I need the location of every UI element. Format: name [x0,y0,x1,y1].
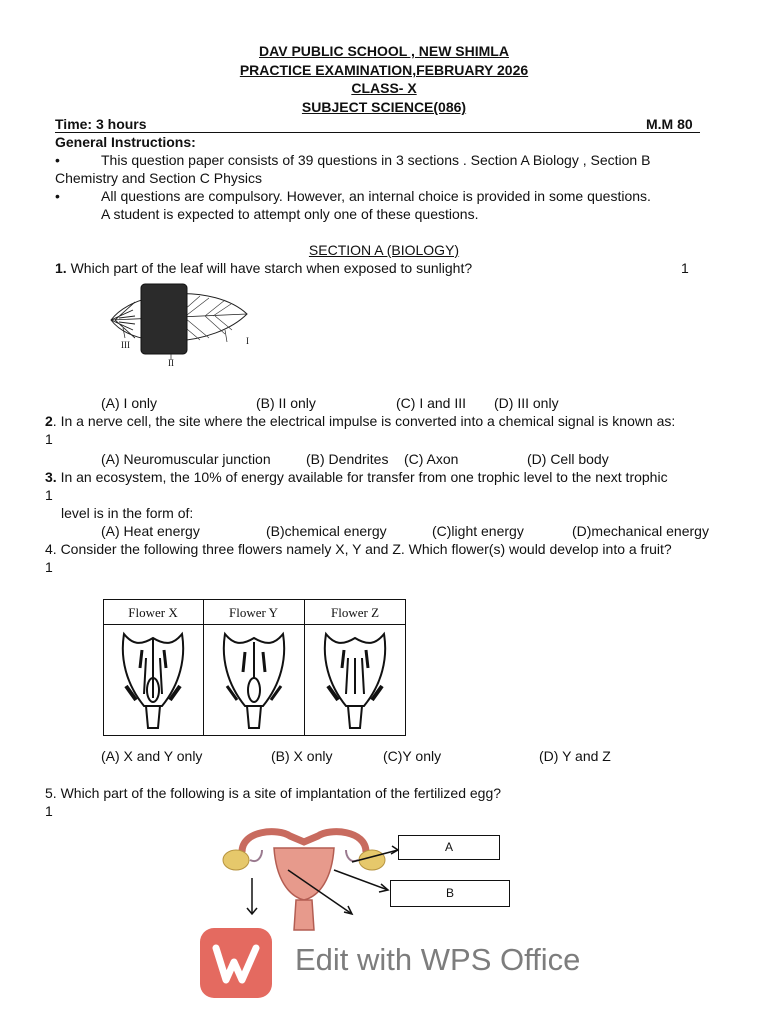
q3-option-d: (D)mechanical energy [572,523,709,539]
bullet-2: • [55,188,60,204]
q2-text [45,413,675,429]
instructions-title: General Instructions: [55,134,196,150]
instruction-2-line2: A student is expected to attempt only one of these questions. [101,206,479,222]
q3-option-c: (C)light energy [432,523,524,539]
flower-table-header-divider [103,624,406,625]
q2-option-d: (D) Cell body [527,451,609,467]
q3-text-line1 [45,469,668,485]
q3-number: 3. [45,469,57,485]
flower-z-label: Flower Z [330,605,380,620]
instruction-1-line2: Chemistry and Section C Physics [55,170,262,186]
q4-marks: 1 [45,559,53,575]
wps-watermark-text: Edit with WPS Office [295,942,581,977]
q5-marks: 1 [45,803,53,819]
q5-question: 5. Which part of the following is a site of implantation of the fertilized egg? [45,785,502,801]
instruction-2-line1: All questions are compulsory. However, an internal choice is provided in some questions. [101,188,651,204]
time-label: Time: 3 hours [55,116,147,132]
label-box-b: B [390,880,510,907]
q4-option-c: (C)Y only [383,748,442,764]
q3-option-a: (A) Heat energy [101,523,200,539]
q1-question: Which part of the leaf will have starch when exposed to sunlight? [70,260,473,276]
leaf-label-iii: III [121,340,130,350]
q4-option-d: (D) Y and Z [539,748,611,764]
q2-marks: 1 [45,431,53,447]
q1-option-d: (D) III only [494,395,559,411]
q2-question: . In a nerve cell, the site where the electrical impulse is converted into a chemical signal is known as: [52,413,676,429]
label-box-a: A [398,835,500,860]
flower-y-drawing [219,628,289,732]
leaf-label-i: I [246,336,249,346]
school-name: DAV PUBLIC SCHOOL , NEW SHIMLA [259,43,509,59]
q3-option-b: (B)chemical energy [266,523,387,539]
q2-option-a: (A) Neuromuscular junction [101,451,271,467]
q1-option-c: (C) I and III [396,395,467,411]
flower-x-drawing [118,628,188,732]
q1-option-b: (B) II only [256,395,316,411]
q2-option-c: (C) Axon [404,451,459,467]
q3-text-line2: level is in the form of: [61,505,194,521]
section-a-title: SECTION A (BIOLOGY) [308,242,460,258]
q1-number: 1. [55,260,67,276]
wps-logo [200,928,272,998]
uterus-diagram [218,822,398,932]
q1-marks: 1 [681,260,689,276]
flower-y-label: Flower Y [229,605,278,620]
q3-marks: 1 [45,487,53,503]
class-title: CLASS- X [351,80,417,96]
q2-number: 2 [45,413,53,429]
exam-title: PRACTICE EXAMINATION,FEBRUARY 2026 [239,62,529,78]
q4-question: 4. Consider the following three flowers namely X, Y and Z. Which flower(s) would develop into a fruit? [45,541,672,557]
leaf-label-ii: II [168,358,174,368]
q1-option-a: (A) I only [101,395,158,411]
q3-question: In an ecosystem, the 10% of energy available for transfer from one trophic level to the next trophic [60,469,668,485]
flower-x-label: Flower X [128,605,178,620]
flower-z-drawing [320,628,390,732]
instruction-1-line1: This question paper consists of 39 questions in 3 sections . Section A Biology , Section B [101,152,651,168]
q1-text [55,260,472,276]
q4-option-b: (B) X only [271,748,333,764]
q2-option-b: (B) Dendrites [306,451,389,467]
bullet-1: • [55,152,60,168]
leaf-figure [105,280,265,372]
subject-title: SUBJECT SCIENCE(086) [301,99,467,115]
max-marks: M.M 80 [646,116,693,132]
header-divider [55,132,700,133]
q4-option-a: (A) X and Y only [101,748,203,764]
